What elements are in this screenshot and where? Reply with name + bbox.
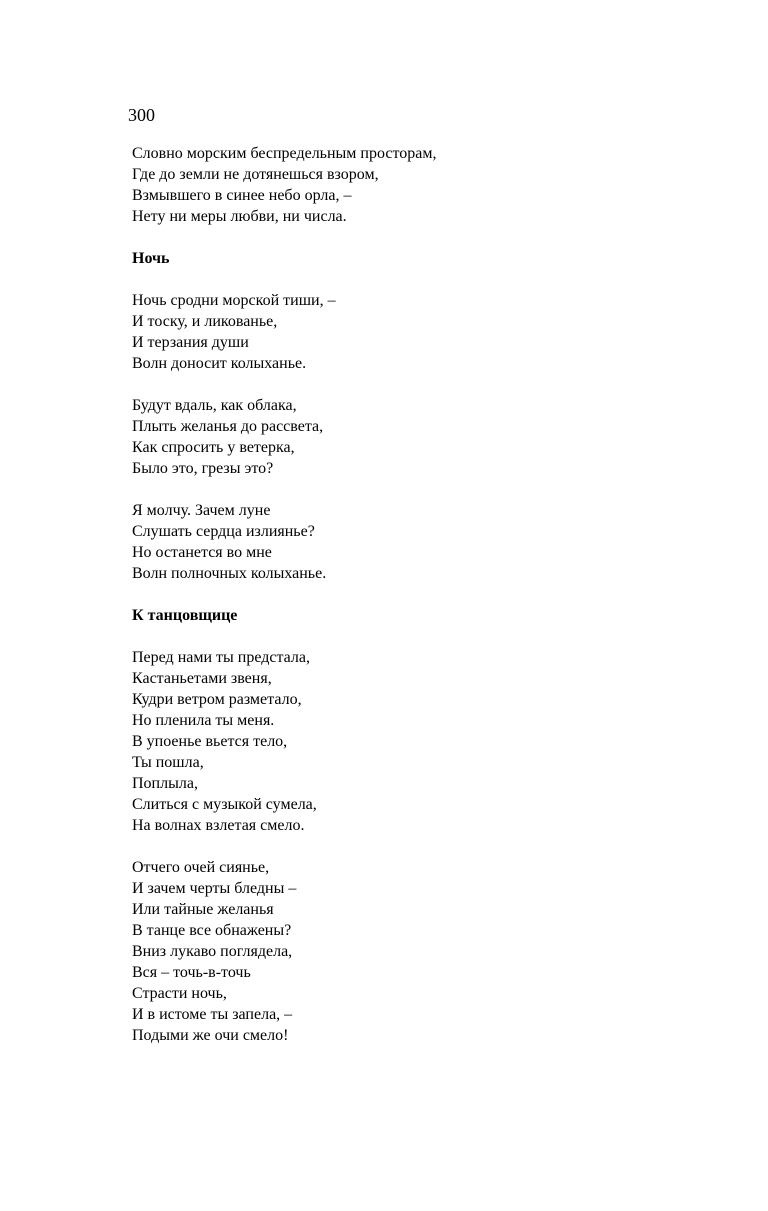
page-number: 300: [128, 105, 155, 125]
poem-line: Как спросить у ветерка,: [132, 439, 295, 456]
poem-night: [132, 248, 732, 584]
stanza: [132, 395, 732, 479]
poem-line: Вся – точь-в-точь: [132, 964, 251, 981]
stanza: [132, 290, 732, 374]
poem-line: Я молчу. Зачем луне: [132, 502, 271, 519]
poem-line: И в истоме ты запела, –: [132, 1006, 293, 1023]
poem-line: Слушать сердца излиянье?: [132, 523, 315, 540]
poem-line: Страсти ночь,: [132, 985, 227, 1002]
poem-line: И зачем черты бледны –: [132, 880, 297, 897]
poem-line: Кастаньетами звеня,: [132, 670, 272, 687]
stanza: [132, 647, 732, 836]
poem-line: В упоенье вьется тело,: [132, 733, 288, 750]
page-content: [132, 143, 732, 1067]
poem-line: Или тайные желанья: [132, 901, 274, 918]
poem-line: Отчего очей сиянье,: [132, 859, 270, 876]
poem-to-dancer: [132, 605, 732, 1046]
poem-line: И тоску, и ликованье,: [132, 313, 278, 330]
poem-line: Поплыла,: [132, 775, 198, 792]
poem-line: Но останется во мне: [132, 544, 272, 561]
intro-stanza: [132, 143, 732, 227]
poem-line: Было это, грезы это?: [132, 460, 274, 477]
poem-line: Слиться с музыкой сумела,: [132, 796, 317, 813]
stanza: [132, 857, 732, 1046]
poem-line: Волн доносит колыханье.: [132, 355, 307, 372]
poem-line: Вниз лукаво поглядела,: [132, 943, 293, 960]
poem-line: Нету ни меры любви, ни числа.: [132, 208, 347, 225]
poem-line: Плыть желанья до рассвета,: [132, 418, 324, 435]
poem-line: Подыми же очи смело!: [132, 1027, 289, 1044]
poem-line: Но пленила ты меня.: [132, 712, 275, 729]
poem-line: В танце все обнажены?: [132, 922, 292, 939]
poem-line: Ты пошла,: [132, 754, 204, 771]
poem-line: Волн полночных колыханье.: [132, 565, 327, 582]
poem-line: Взмывшего в синее небо орла, –: [132, 187, 352, 204]
poem-line: Перед нами ты предстала,: [132, 649, 310, 666]
poem-title: К танцовщице: [132, 607, 238, 624]
poem-line: Кудри ветром разметало,: [132, 691, 302, 708]
poem-title: Ночь: [132, 250, 170, 267]
poem-line: Где до земли не дотянешься взором,: [132, 166, 379, 183]
poem-line: Ночь сродни морской тиши, –: [132, 292, 336, 309]
stanza: [132, 500, 732, 584]
poem-line: Будут вдаль, как облака,: [132, 397, 297, 414]
poem-line: Словно морским беспредельным просторам,: [132, 145, 437, 162]
poem-line: На волнах взлетая смело.: [132, 817, 305, 834]
poem-line: И терзания души: [132, 334, 249, 351]
